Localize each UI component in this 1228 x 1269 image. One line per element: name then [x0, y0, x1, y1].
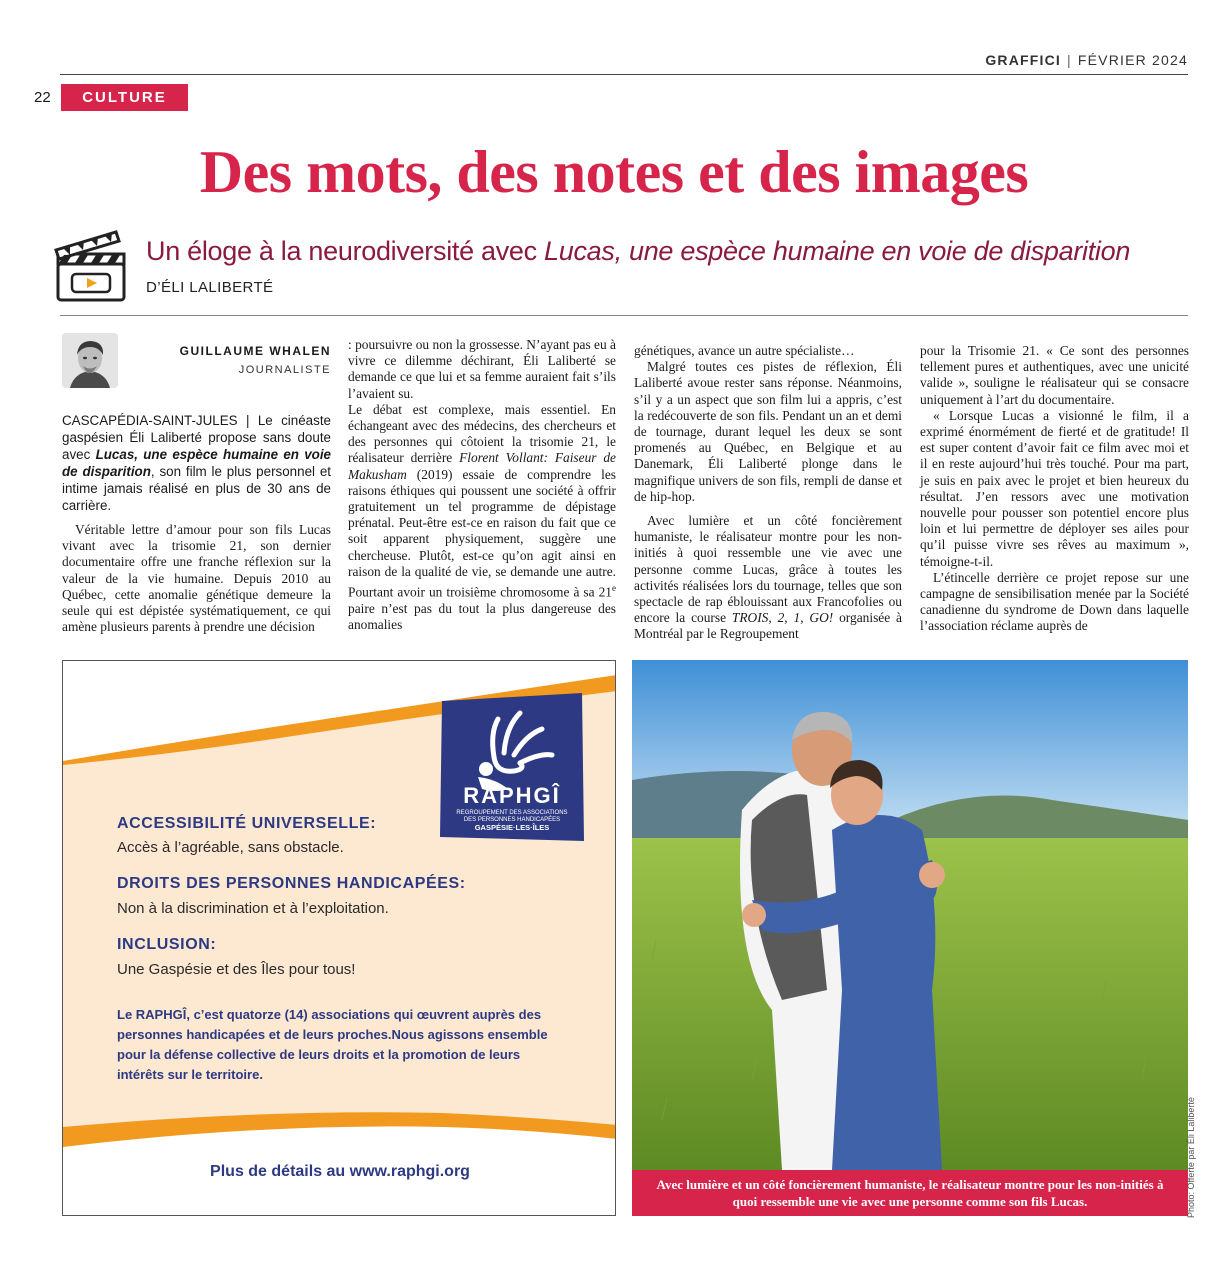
- article-photo: [632, 660, 1188, 1170]
- ad-text-inclusion: Une Gaspésie et des Îles pour tous!: [117, 961, 356, 978]
- author-role: JOURNALISTE: [238, 364, 331, 376]
- lede-location: CASCAPÉDIA-SAINT-JULES |: [62, 413, 258, 428]
- subheadline: [146, 236, 1130, 267]
- lede-film-title: Lucas, une espèce humaine en voie de disparition: [62, 447, 331, 479]
- article-paragraph: pour la Trisomie 21. « Ce sont des personnes tellement pures et authentiques, avec une unicité valide », souligne le réalisateur qui se consacre uniquement à l’art du documentaire.: [920, 343, 1189, 407]
- subhead-film-title: Lucas, une espèce humaine en voie de disparition: [544, 236, 1131, 266]
- article-paragraph: Avec lumière et un côté foncièrement humaniste, le réalisateur montre pour les non-initiés à quoi ressemble une vie avec une personne comme Lucas, grâce à toutes les activités réalisées lors du tournage, telles que son spectacle de rap éblouissant aux Francofolies ou encore la course TROIS, 2, 1, GO! organisée à Montréal par le Regroupement: [634, 513, 902, 642]
- logo-line-2: DES PERSONNES HANDICAPÉES: [463, 817, 561, 823]
- advertisement[interactable]: [62, 660, 616, 1216]
- author-avatar: [62, 333, 118, 388]
- section-tag: CULTURE: [61, 84, 188, 111]
- issue-date: FÉVRIER 2024: [1077, 52, 1188, 68]
- ad-heading-inclusion: INCLUSION:: [117, 936, 217, 953]
- masthead-separator: |: [1067, 52, 1072, 68]
- article-column-1: [62, 412, 331, 635]
- photo-credit: Photo: Offerte par Éli Laliberté: [1186, 1097, 1196, 1218]
- article-paragraph: Le débat est complexe, mais essentiel. En échangeant avec des médecins, des chercheurs et des personnes qui côtoient la trisomie 21, le réalisateur derrière Florent Vollant: Faiseur de Makusham (2019) essaie de comprendre les raisons éthiques qui poussent une société à offrir gratuitement un tel programme de dépistage prénatal. Peut-être est-ce en raison du fait que ce soit apparent physiquement, suggère une chercheuse. Plutôt, est-ce qu’on agit ainsi en raison de la qualité de vie, se demande une autre. Pourtant avoir un troisième chromosome à sa 21e paire n’est pas du tout la plus dangereuse des anomalies: [348, 401, 616, 632]
- page-number: 22: [34, 89, 51, 106]
- ad-heading-rights: DROITS DES PERSONNES HANDICAPÉES:: [117, 875, 466, 892]
- ad-heading-accessibility: ACCESSIBILITÉ UNIVERSELLE:: [117, 815, 377, 832]
- logo-wordmark: RAPHGÎ: [463, 783, 561, 808]
- article-paragraph: Véritable lettre d’amour pour son fils Lucas vivant avec la trisomie 21, son dernier documentaire offre une franche réflexion sur la valeur de la vie humaine. Depuis 2010 au Québec, cette anomalie génétique demeure la seule qui est dépistée systématiquement, ce qui amène plusieurs parents à prendre une décision: [62, 522, 331, 635]
- article-column-4: [920, 343, 1189, 635]
- article-paragraph: « Lorsque Lucas a visionné le film, il a exprimé énormément de fierté et de gratitude! Il est super content d’avoir fait ce film avec moi et il en reste aujourd’hui très touché. Pour ma part, je suis en paix avec le projet et bien heureux du résultat. J’en ressors avec une motivation nouvelle pour pousser son potentiel encore plus loin et lui permettre de déployer ses ailes pour qu’il puisse vivre ses rêves au maximum », témoigne-t-il.: [920, 407, 1189, 569]
- headline: Des mots, des notes et des images: [199, 139, 1029, 205]
- subhead-prefix: Un éloge à la neurodiversité avec: [146, 236, 545, 266]
- article-lede: CASCAPÉDIA-SAINT-JULES | Le cinéaste gaspésien Éli Laliberté propose sans doute avec Lucas, une espèce humaine en voie de disparition, son film le plus personnel et intime jamais réalisé en plus de 30 ans de carrière.: [62, 413, 331, 513]
- article-column-3: [634, 343, 902, 643]
- event-title-reference: TROIS, 2, 1, GO!: [731, 610, 834, 626]
- article-paragraph: : poursuivre ou non la grossesse. N’ayant pas eu à vivre ce dilemme déchirant, Éli Laliberté se demande ce que lui et sa femme auraient fait s’ils l’avaient su.: [348, 337, 616, 401]
- ad-website-link[interactable]: Plus de détails au www.raphgi.org: [210, 1163, 470, 1180]
- ad-text-accessibility: Accès à l’agréable, sans obstacle.: [117, 839, 344, 856]
- ad-text-rights: Non à la discrimination et à l’exploitation.: [117, 900, 389, 917]
- masthead: [985, 52, 1188, 68]
- film-title-reference: Florent Vollant: Faiseur de Makusham: [348, 450, 616, 482]
- photo-caption: Avec lumière et un côté foncièrement humaniste, le réalisateur montre pour les non-initiés à quoi ressemble une vie avec une personne comme son fils Lucas.: [632, 1170, 1188, 1216]
- publication-name: GRAFFICI: [985, 52, 1062, 68]
- film-byline: D’ÉLI LALIBERTÉ: [146, 279, 274, 296]
- ad-paragraph: Le RAPHGÎ, c’est quatorze (14) associations qui œuvrent auprès des personnes handicapées et de leurs proches.Nous agissons ensemble pour la défense collective de leurs droits et la promotion de leurs intérêts sur le territoire.: [117, 1007, 548, 1082]
- author-name: GUILLAUME WHALEN: [179, 344, 331, 358]
- article-column-2: [348, 337, 616, 633]
- raphgi-logo: [436, 693, 588, 843]
- logo-line-3: GASPÉSIE·LES·ÎLES: [474, 823, 550, 832]
- top-divider: [60, 74, 1188, 75]
- article-paragraph: génétiques, avance un autre spécialiste…: [634, 343, 855, 358]
- article-paragraph: L’étincelle derrière ce projet repose sur une campagne de sensibilisation menée par la Société canadienne du syndrome de Down dans laquelle l’association réclame auprès de: [920, 569, 1189, 634]
- article-paragraph: Malgré toutes ces pistes de réflexion, Éli Laliberté avoue rester sans réponse. Néanmoins, s’il y a un aspect que son film lui a appris, c’est la redécouverte de son fils. Pendant un an et demi de tournage, durant lequel les deux se sont promenés au Québec, en Belgique et au Danemark, Éli Laliberté plonge dans le magnifique univers de son fils, rempli de danse et de hip-hop.: [634, 359, 902, 504]
- header-divider: [60, 315, 1188, 316]
- clapperboard-icon: [50, 228, 130, 304]
- logo-line-1: REGROUPEMENT DES ASSOCIATIONS: [456, 810, 568, 816]
